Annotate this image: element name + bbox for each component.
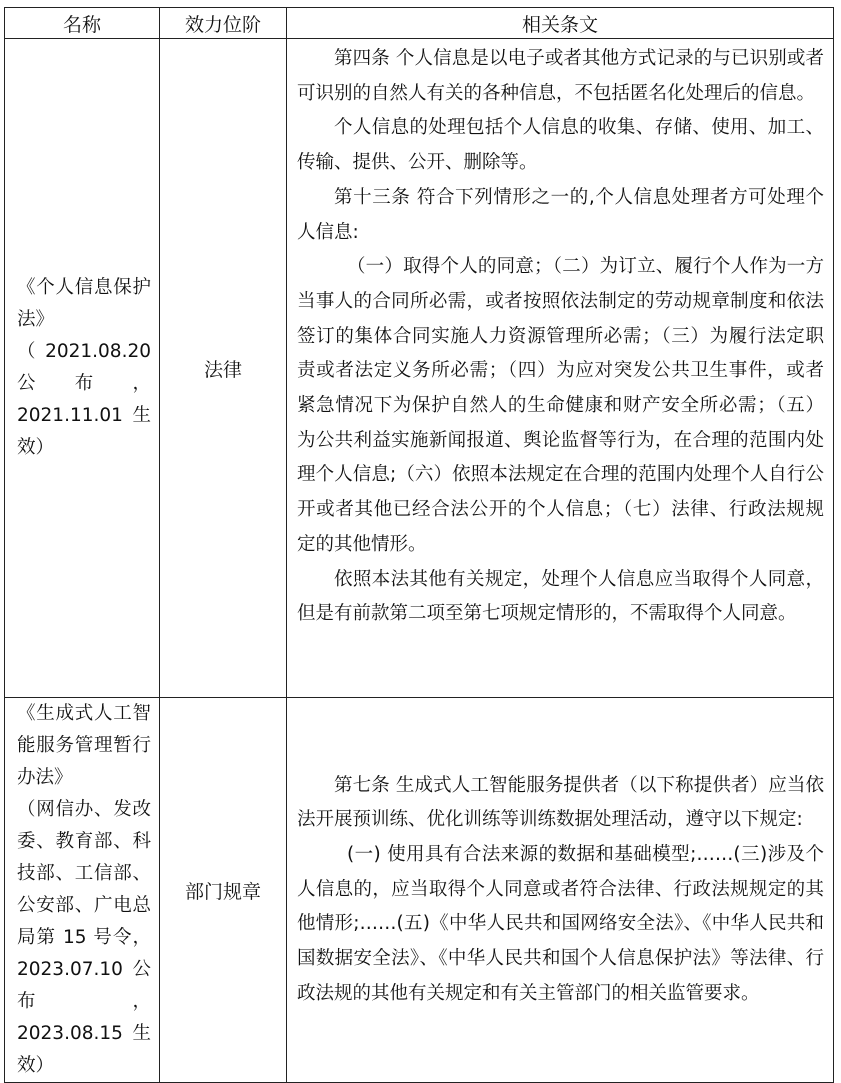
law-dates: （ 2021.08.20 公 布 ， 2021.11.01 生效） <box>17 341 151 458</box>
law-table <box>4 7 834 1083</box>
header-name: 名称 <box>5 8 160 39</box>
law-level: 法律 <box>160 39 287 698</box>
header-articles: 相关条文 <box>287 8 834 39</box>
table-header-row <box>5 8 834 39</box>
article-paragraph: 依照本法其他有关规定，处理个人信息应当取得个人同意，但是有前款第二项至第七项规定情形的，不需取得个人同意。 <box>297 568 824 625</box>
regulation-articles-cell <box>287 698 834 1083</box>
regulation-name-cell <box>5 698 160 1083</box>
regulation-issuer-dates: （网信办、发改委、教育部、科技部、工信部、公安部、广电总局第 15 号令，2023.07.10 公 布 ， 2023.08.15 生效） <box>17 799 151 1076</box>
law-articles-cell <box>287 39 834 698</box>
article-paragraph: （一）取得个人的同意；（二）为订立、履行个人作为一方当事人的合同所必需，或者按照依法制定的劳动规章制度和依法签订的集体合同实施人力资源管理所必需；（三）为履行法定职责或者法定义务所必需；（四）为应对突发公共卫生事件，或者紧急情况下为保护自然人的生命健康和财产安全所必需；（五）为公共利益实施新闻报道、舆论监督等行为，在合理的范围内处理个人信息;（六）依照本法规定在合理的范围内处理个人自行公开或者其他已经合法公开的个人信息；（七）法律、行政法规规定的其他情形。 <box>297 256 824 555</box>
article-paragraph: 第四条 个人信息是以电子或者其他方式记录的与已识别或者可识别的自然人有关的各种信息，不包括匿名化处理后的信息。 <box>297 48 824 104</box>
regulation-title: 《生成式人工智能服务管理暂行办法》 <box>17 703 151 788</box>
law-title: 《个人信息保护法》 <box>17 277 151 330</box>
regulation-level: 部门规章 <box>160 698 287 1083</box>
article-paragraph: 个人信息的处理包括个人信息的收集、存储、使用、加工、传输、提供、公开、删除等。 <box>297 117 824 174</box>
article-paragraph: (一) 使用具有合法来源的数据和基础模型;……(三)涉及个人信息的，应当取得个人同意或者符合法律、行政法规规定的其他情形;……(五)《中华人民共和国网络安全法》、《中华人民共和国数据安全法》、《中华人民共和国个人信息保护法》等法律、行政法规的其他有关规定和有关主管部门的相关监管要求。 <box>297 843 824 1004</box>
article-paragraph: 第七条 生成式人工智能服务提供者（以下称提供者）应当依法开展预训练、优化训练等训练数据处理活动，遵守以下规定: <box>297 774 824 831</box>
law-name-cell <box>5 39 160 698</box>
article-paragraph: 第十三条 符合下列情形之一的,个人信息处理者方可处理个人信息: <box>297 186 824 243</box>
table-row <box>5 39 834 698</box>
table-row <box>5 698 834 1083</box>
header-level: 效力位阶 <box>160 8 287 39</box>
